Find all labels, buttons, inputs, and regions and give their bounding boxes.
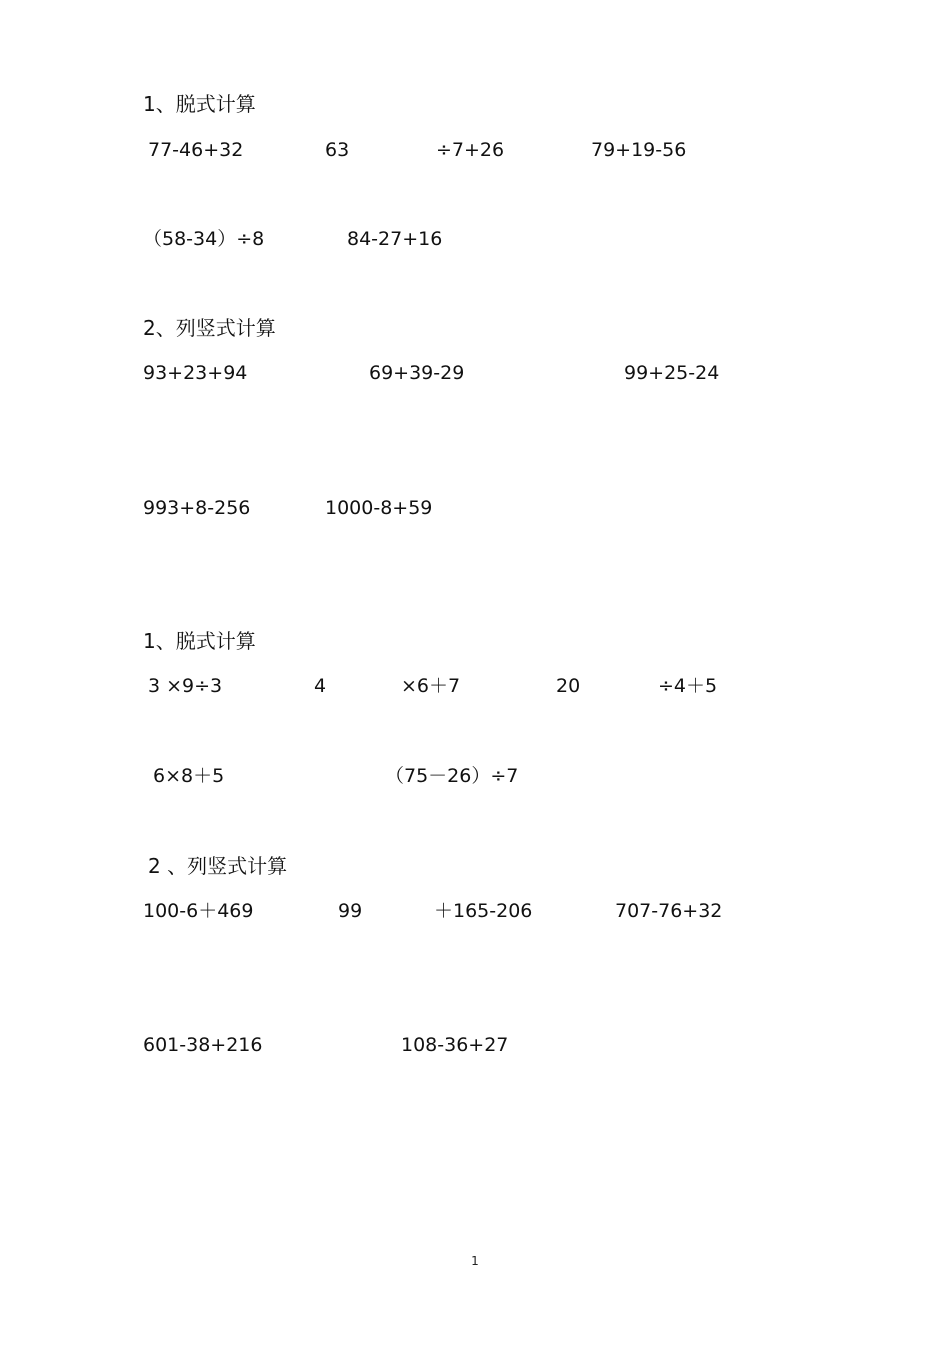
- page-number: 1: [471, 1254, 479, 1268]
- problem: ÷7+26: [436, 139, 505, 161]
- problem: 707-76+32: [615, 900, 723, 922]
- problem: ＋165-206: [434, 900, 533, 922]
- problem: 20: [556, 675, 581, 697]
- problem: ÷4＋5: [658, 675, 718, 697]
- problem: （58-34）÷8: [143, 228, 265, 250]
- problem: 63: [325, 139, 350, 161]
- problem: 69+39-29: [369, 362, 465, 384]
- problem: 108-36+27: [401, 1034, 509, 1056]
- problem: 99: [338, 900, 363, 922]
- section-heading-oral-calc-2: 1、脱式计算: [143, 629, 256, 653]
- problem: 1000-8+59: [325, 497, 433, 519]
- problem: （75－26）÷7: [385, 765, 519, 787]
- problem: 601-38+216: [143, 1034, 263, 1056]
- problem: ×6＋7: [401, 675, 461, 697]
- section-heading-vertical-calc-2: 2 、列竖式计算: [148, 854, 288, 878]
- problem: 3 ×9÷3: [148, 675, 223, 697]
- problem: 84-27+16: [347, 228, 443, 250]
- section-heading-vertical-calc-1: 2、列竖式计算: [143, 316, 276, 340]
- section-heading-oral-calc-1: 1、脱式计算: [143, 92, 256, 116]
- problem: 79+19-56: [591, 139, 687, 161]
- problem: 6×8＋5: [153, 765, 225, 787]
- problem: 993+8-256: [143, 497, 251, 519]
- problem: 77-46+32: [148, 139, 244, 161]
- problem: 4: [314, 675, 327, 697]
- problem: 99+25-24: [624, 362, 720, 384]
- problem: 93+23+94: [143, 362, 248, 384]
- problem: 100-6＋469: [143, 900, 254, 922]
